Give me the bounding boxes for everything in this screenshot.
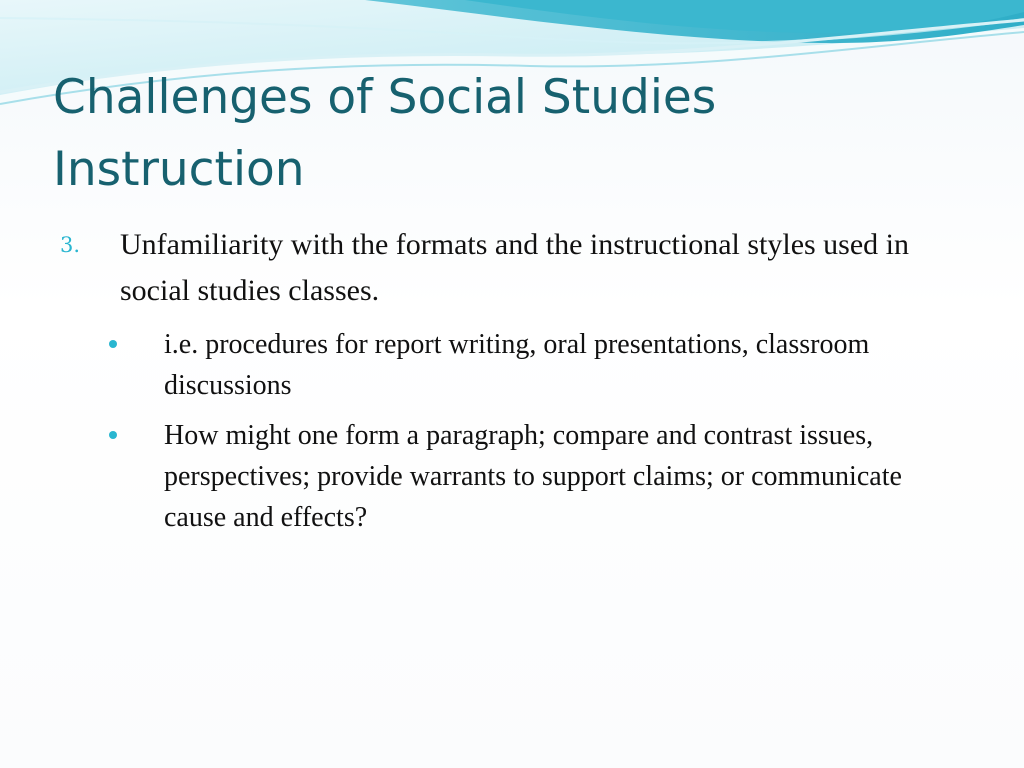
main-point-text: Unfamiliarity with the formats and the instructional styles used in social studies classes. bbox=[120, 228, 910, 307]
sub-bullet-text: i.e. procedures for report writing, oral presentations, classroom discussions bbox=[164, 329, 870, 401]
bullet-icon bbox=[109, 431, 117, 439]
sub-bullet-text: How might one form a paragraph; compare and contrast issues, perspectives; provide warrants to support claims; or communicate cause and effects? bbox=[164, 420, 902, 533]
list-item-number: 3. bbox=[60, 233, 81, 257]
slide-content bbox=[60, 222, 965, 547]
main-list-item bbox=[60, 222, 965, 314]
slide-title bbox=[53, 62, 953, 206]
sub-bullet-item bbox=[60, 415, 965, 538]
bullet-icon bbox=[109, 340, 117, 348]
sub-bullet-item bbox=[60, 324, 965, 406]
sub-bullet-list bbox=[60, 324, 965, 538]
slide-title-line-2: Instruction bbox=[53, 142, 305, 197]
slide-title-line-1: Challenges of Social Studies bbox=[53, 70, 717, 125]
